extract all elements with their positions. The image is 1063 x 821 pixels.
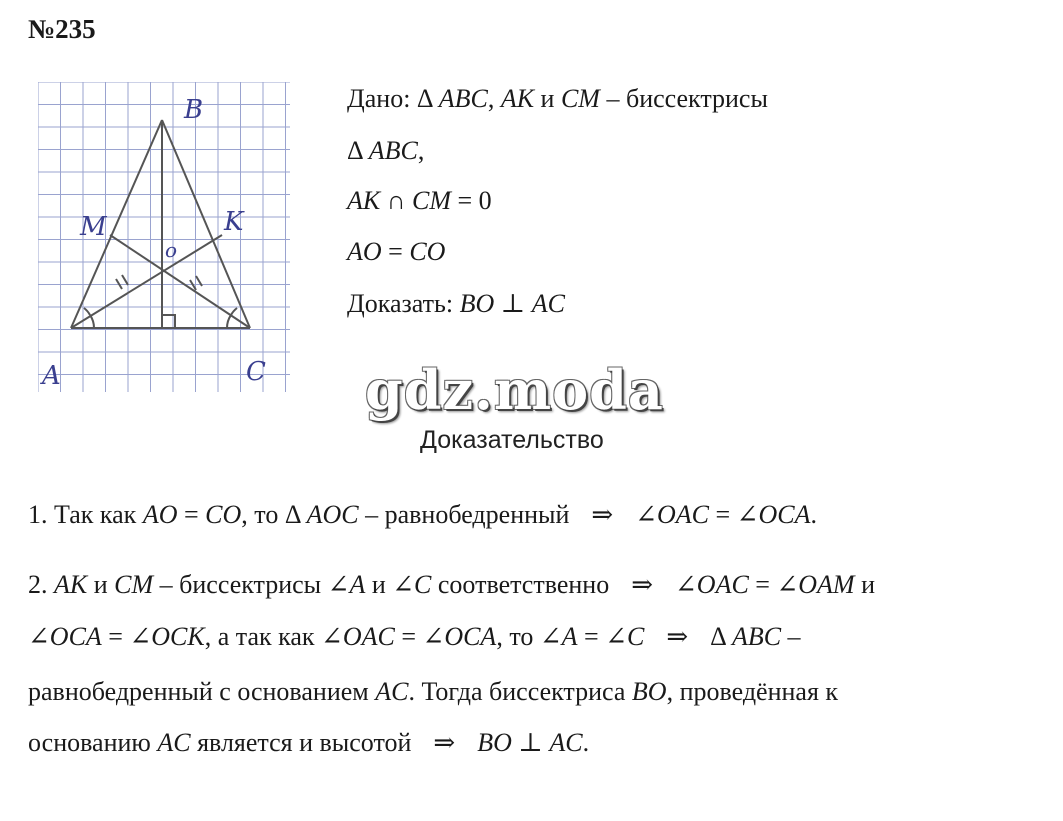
given-line-4: AO = CO [347, 237, 446, 266]
proof-step-2-line-1: 2. AK и CM – биссектрисы ∠A и ∠C соответственно ⇒ ∠OAC = ∠OAM и [28, 570, 876, 599]
triangle-drawing [38, 82, 290, 392]
given-line-1: Дано: Δ ABC, AK и CM – биссектрисы [347, 84, 768, 113]
given-line-5: Доказать: BO ⊥ AC [347, 289, 565, 318]
proof-step-2-line-2: ∠OCA = ∠OCK, а так как ∠OAC = ∠OCA, то ∠A = ∠C ⇒ Δ ABC – [28, 622, 801, 651]
label-b: B [184, 95, 204, 125]
label-a: A [42, 361, 61, 391]
watermark: gdz.moda [365, 358, 664, 422]
proof-heading: Доказательство [420, 426, 604, 454]
label-m: M [80, 212, 107, 242]
given-line-3: AK ∩ CM = 0 [347, 186, 492, 215]
label-k: K [224, 207, 244, 237]
proof-step-2-line-4: основанию AC является и высотой ⇒ BO ⊥ AC. [28, 728, 590, 757]
problem-number: №235 [28, 14, 96, 44]
given-line-2: Δ ABC, [347, 136, 425, 165]
proof-step-2-line-3: равнобедренный с основанием AC. Тогда биссектриса BO, проведённая к [28, 677, 839, 706]
proof-step-1: 1. Так как AO = CO, то Δ AOC – равнобедренный ⇒ ∠OAC = ∠OCA. [28, 500, 817, 529]
grid-paper [38, 82, 290, 392]
triangle-figure [38, 82, 290, 392]
label-c: C [246, 357, 266, 387]
label-o: o [165, 238, 178, 262]
